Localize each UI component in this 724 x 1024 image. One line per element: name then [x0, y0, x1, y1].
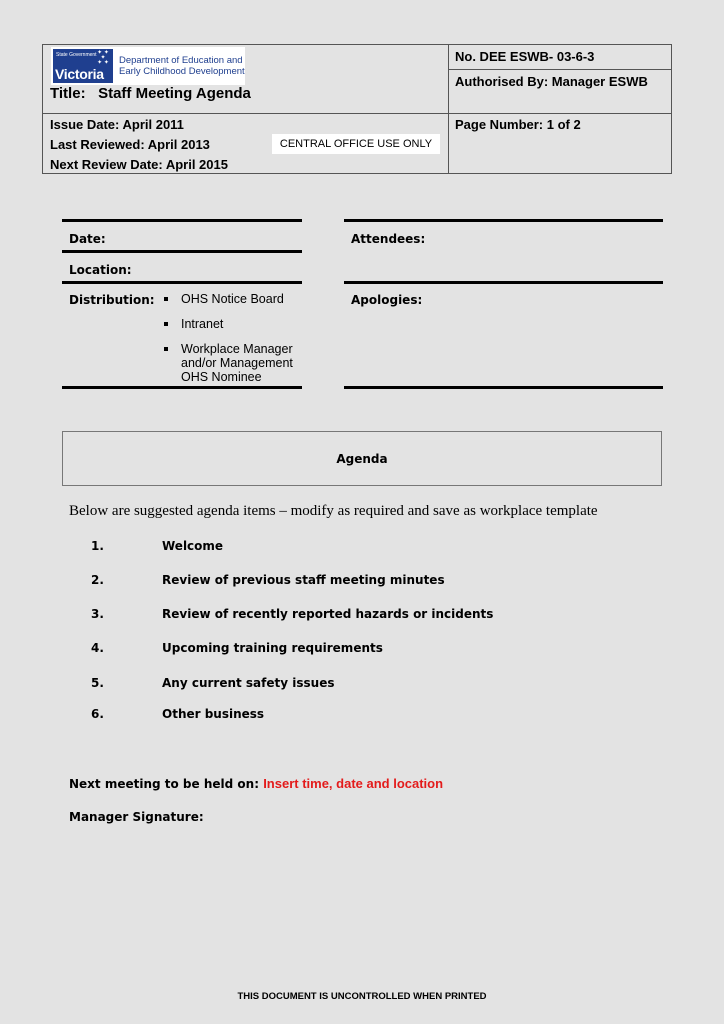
central-office-use-box: CENTRAL OFFICE USE ONLY: [272, 134, 440, 154]
logo-victoria: Victoria: [55, 66, 104, 82]
rule-attendees-top: [344, 219, 663, 222]
location-label: Location:: [69, 263, 132, 277]
logo-state-government: State Government: [56, 52, 97, 58]
agenda-item-text: Welcome: [162, 539, 224, 553]
authorised-by: Authorised By: Manager ESWB: [455, 74, 648, 89]
agenda-intro: Below are suggested agenda items – modify as required and save as workplace template: [69, 503, 598, 519]
southern-cross-icon: ✦ ✦ ✦ ✦ ✦: [97, 50, 109, 66]
bullet-icon: [164, 347, 168, 351]
distribution-item: [181, 342, 293, 384]
distribution-item-text: and/or Management: [181, 356, 293, 370]
agenda-item-number: 4.: [91, 641, 104, 655]
document-header: [42, 44, 672, 174]
department-logo: [51, 47, 245, 85]
apologies-label: Apologies:: [351, 293, 423, 307]
date-label: Date:: [69, 232, 106, 246]
distribution-item: [181, 317, 223, 331]
header-divider-left: [43, 113, 448, 114]
distribution-item: [181, 292, 284, 306]
next-meeting-line: [69, 776, 443, 791]
rule-apologies-top: [344, 281, 663, 284]
document-footer: THIS DOCUMENT IS UNCONTROLLED WHEN PRINTED: [237, 991, 487, 1002]
logo-department-line2: Early Childhood Development: [119, 66, 245, 77]
last-reviewed: Last Reviewed: April 2013: [50, 137, 210, 152]
issue-date: Issue Date: April 2011: [50, 117, 184, 132]
next-review-date: Next Review Date: April 2015: [50, 157, 228, 172]
agenda-item-number: 3.: [91, 607, 104, 621]
rule-distribution-top: [62, 281, 302, 284]
agenda-item-number: 6.: [91, 707, 104, 721]
page-number: Page Number: 1 of 2: [455, 117, 581, 132]
distribution-label: Distribution:: [69, 293, 155, 307]
victoria-logo-mark: [53, 49, 113, 83]
bullet-icon: [164, 297, 168, 301]
document-title: [50, 85, 251, 102]
distribution-item-text: Workplace Manager: [181, 342, 293, 356]
logo-department-line1: Department of Education and: [119, 55, 243, 66]
logo-department-name: [119, 55, 245, 77]
agenda-heading-box: [62, 431, 662, 486]
agenda-item-text: Review of recently reported hazards or incidents: [162, 607, 494, 621]
agenda-item-text: Upcoming training requirements: [162, 641, 383, 655]
title-label: Title:: [50, 85, 86, 102]
rule-date-top: [62, 219, 302, 222]
rule-apologies-bottom: [344, 386, 663, 389]
agenda-item-text: Other business: [162, 707, 265, 721]
agenda-item-text: Review of previous staff meeting minutes: [162, 573, 445, 587]
agenda-item-number: 1.: [91, 539, 104, 553]
agenda-item-number: 5.: [91, 676, 104, 690]
header-divider-right-top: [448, 69, 671, 70]
agenda-item-number: 2.: [91, 573, 104, 587]
title-value: Staff Meeting Agenda: [98, 85, 251, 102]
distribution-item-text: OHS Notice Board: [181, 292, 284, 306]
distribution-item-text: OHS Nominee: [181, 370, 262, 384]
agenda-heading: Agenda: [336, 452, 388, 466]
next-meeting-placeholder[interactable]: Insert time, date and location: [263, 776, 444, 791]
header-divider-vertical: [448, 45, 449, 173]
rule-location-top: [62, 250, 302, 253]
manager-signature-label: Manager Signature:: [69, 810, 204, 824]
agenda-item-text: Any current safety issues: [162, 676, 335, 690]
bullet-icon: [164, 322, 168, 326]
next-meeting-label: Next meeting to be held on:: [69, 777, 259, 791]
header-divider-right-bottom: [448, 113, 671, 114]
attendees-label: Attendees:: [351, 232, 426, 246]
rule-distribution-bottom: [62, 386, 302, 389]
document-number: No. DEE ESWB- 03-6-3: [455, 49, 595, 64]
distribution-item-text: Intranet: [181, 317, 224, 331]
